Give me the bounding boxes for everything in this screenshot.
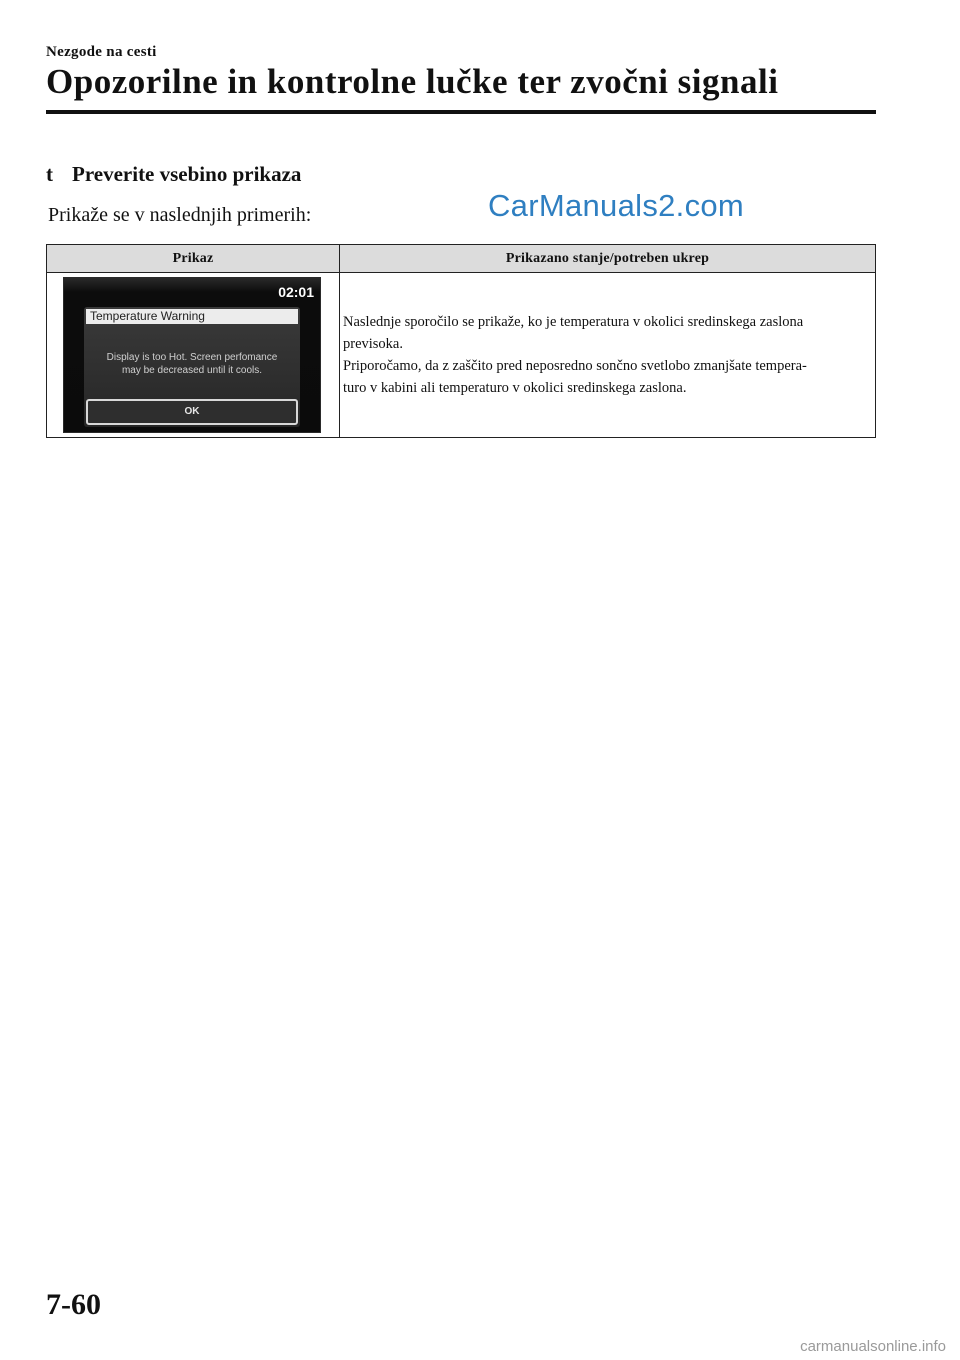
- screen-clock: 02:01: [278, 284, 314, 300]
- dialog-message-line: Display is too Hot. Screen perfomance: [106, 352, 278, 363]
- watermark: CarManuals2.com: [488, 188, 745, 223]
- section-label: Nezgode na cesti: [46, 44, 157, 60]
- bullet-glyph: t: [46, 162, 53, 186]
- warning-dialog: [84, 307, 300, 427]
- ok-button: OK: [86, 399, 298, 425]
- column-header-display: Prikaz: [47, 245, 340, 273]
- title-divider: [46, 110, 876, 114]
- status-line: Priporočamo, da z zaščito pred neposredno sončno svetlobo zmanjšate tempera-: [343, 358, 807, 374]
- column-header-status: Prikazano stanje/potreben ukrep: [340, 245, 876, 273]
- table-row: [47, 273, 876, 438]
- dialog-message-line: may be decreased until it cools.: [121, 365, 263, 376]
- status-text-cell: [340, 273, 876, 438]
- subheading-text: Preverite vsebino prikaza: [72, 162, 302, 186]
- status-line: turo v kabini ali temperaturo v okolici sredinskega zaslona.: [343, 380, 687, 396]
- chapter-title: Opozorilne in kontrolne lučke ter zvočni signali: [46, 62, 779, 101]
- status-line: previsoka.: [343, 336, 403, 352]
- dialog-message: [84, 351, 300, 377]
- status-line: Naslednje sporočilo se prikaže, ko je temperatura v okolici sredinskega zaslona: [343, 314, 804, 330]
- page-number: 7-60: [46, 1288, 101, 1321]
- screen-illustration: [63, 277, 321, 433]
- subheading: [46, 162, 301, 187]
- intro-text: Prikaže se v naslednjih primerih:: [48, 204, 312, 226]
- info-table: [46, 244, 876, 438]
- dialog-title: Temperature Warning: [86, 309, 298, 324]
- display-cell: [47, 273, 340, 438]
- footer-watermark: carmanualsonline.info: [800, 1338, 946, 1355]
- table-header-row: [47, 245, 876, 273]
